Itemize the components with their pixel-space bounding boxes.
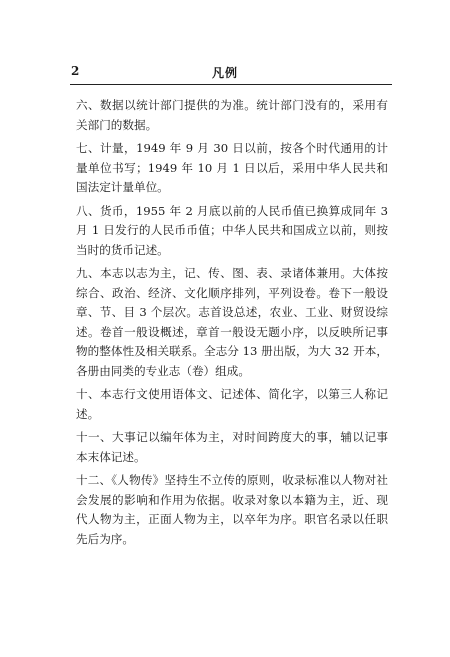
page-number: 2	[71, 64, 80, 78]
paragraph-10: 十、本志行文使用语体文、记述体、简化字，以第三人称记述。	[76, 387, 388, 421]
paragraph-8: 八、货币，1955 年 2 月底以前的人民币值已换算成同年 3 月 1 日发行的人民币币值；中华人民共和国成立以前，则按当时的货币记述。	[76, 203, 388, 257]
paragraph-12: 十二、《人物传》坚持生不立传的原则，收录标准以人物对社会发展的影响和作用为依据。收录对象以本籍为主，近、现代人物为主，正面人物为主，以卒年为序。职官名录以任职先后为序。	[76, 473, 388, 546]
body-text	[76, 96, 388, 553]
paragraph-7: 七、计量，1949 年 9 月 30 日以前，按各个时代通用的计量单位书写；1949 年 10 月 1 日以后，采用中华人民共和国法定计量单位。	[76, 141, 388, 194]
paragraph-6: 六、数据以统计部门提供的为准。统计部门没有的，采用有关部门的数据。	[76, 98, 388, 132]
header-rule	[70, 84, 392, 85]
running-title: 凡例	[211, 66, 238, 80]
paragraph-9: 九、本志以志为主，记、传、图、表、录诸体兼用。大体按综合、政治、经济、文化顺序排列，平列设卷。卷下一般设章、节、目 3 个层次。志首设总述，农业、工业、财贸设综述。卷首一般设概述，章首一般设无题小序，以反映所记事物的整体性及相关联系。全志分 13 册出版，为大 32 开本，各册由同类的专业志（卷）组成。	[76, 266, 388, 378]
paragraph-11: 十一、大事记以编年体为主，对时间跨度大的事，辅以记事本末体记述。	[76, 430, 388, 464]
